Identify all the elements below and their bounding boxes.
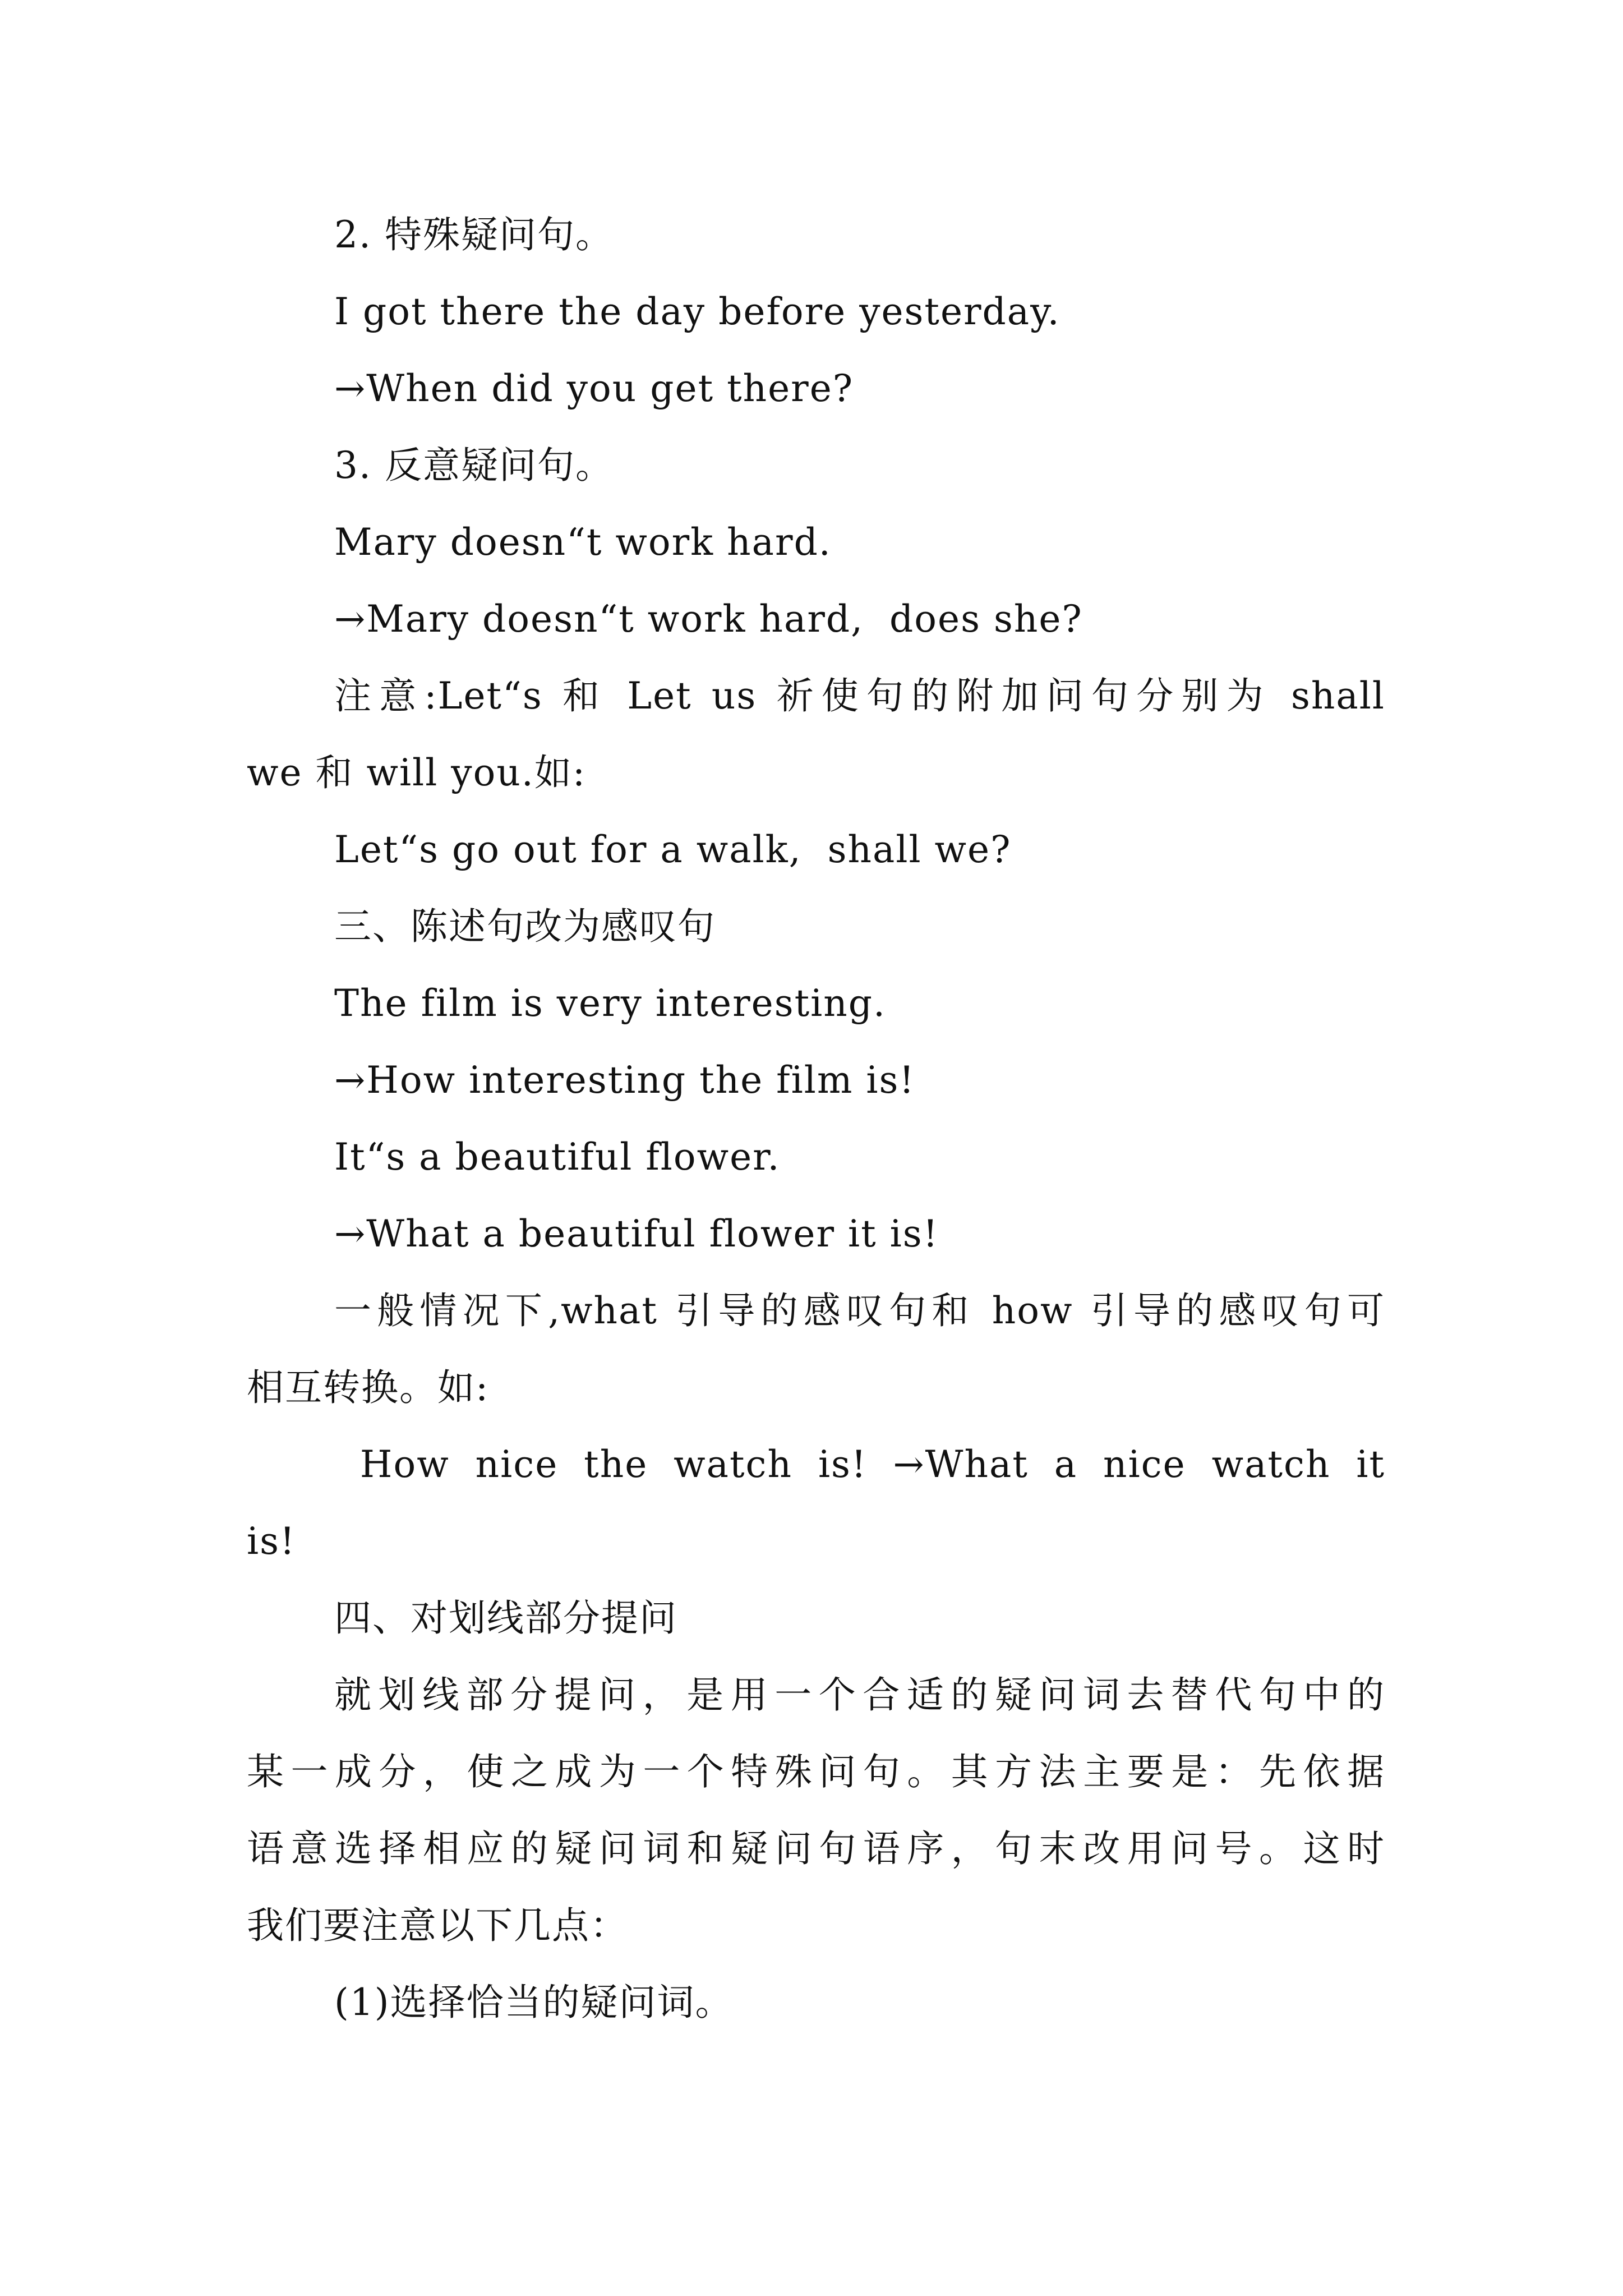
note-paragraph-line: 注意:Let“s 和 Let us 祈使句的附加问句分别为 shall [334,674,1385,717]
example-sentence: is! [247,1520,296,1563]
example-sentence: Mary doesn“t work hard. [334,521,832,564]
body-paragraph-line: 某一成分，使之成为一个特殊问句。其方法主要是：先依据 [247,1750,1385,1793]
example-transformed: →What a beautiful flower it is! [334,1212,939,1255]
example-sentence: It“s a beautiful flower. [334,1135,781,1179]
section-heading-question-underlined: 四、对划线部分提问 [334,1596,677,1640]
heading-special-question: 2. 特殊疑问句。 [334,213,614,256]
note-paragraph-line: we 和 will you.如: [247,751,587,794]
example-transformed: →Mary doesn“t work hard, does she? [334,597,1083,641]
explanation-paragraph-line: 一般情况下,what 引导的感叹句和 how 引导的感叹句可 [334,1289,1385,1332]
body-paragraph-line: 语意选择相应的疑问词和疑问句语序，句末改用问号。这时 [247,1827,1385,1870]
example-sentence: Let“s go out for a walk, shall we? [334,828,1012,871]
body-paragraph-line: 就划线部分提问，是用一个合适的疑问词去替代句中的 [334,1673,1385,1717]
section-heading-exclamation: 三、陈述句改为感叹句 [334,905,716,948]
body-paragraph-line: 我们要注意以下几点： [247,1904,628,1947]
list-item-point: (1)选择恰当的疑问词。 [334,1981,734,2024]
heading-tag-question: 3. 反意疑问句。 [334,444,614,487]
document-body [247,196,1385,2041]
example-sentence: How nice the watch is! →What a nice watch it [334,1443,1385,1486]
example-transformed: →How interesting the film is! [334,1059,915,1102]
explanation-paragraph-line: 相互转换。如: [247,1366,490,1409]
example-sentence: The film is very interesting. [334,982,886,1025]
example-transformed: →When did you get there? [334,367,854,410]
example-sentence: I got there the day before yesterday. [334,290,1061,333]
